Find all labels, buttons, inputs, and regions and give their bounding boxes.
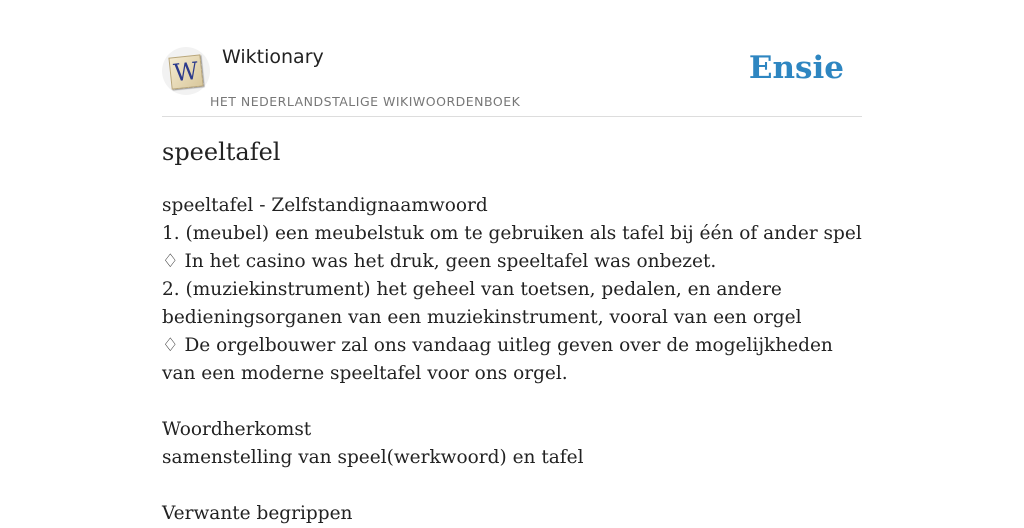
ensie-brand-link[interactable]: Ensie: [748, 50, 844, 86]
entry-line-wordtype: speeltafel - Zelfstandignaamwoord: [162, 195, 488, 216]
entry-line-example-2: ♢ De orgelbouwer zal ons vandaag uitleg geven over de mogelijkheden van een moderne speeltafel voor ons orgel.: [162, 335, 833, 384]
wiktionary-logo[interactable]: [162, 47, 210, 95]
entry-line-etymology: samenstelling van speel(werkwoord) en tafel: [162, 447, 584, 468]
logo-tile-icon: W: [168, 54, 203, 89]
entry-line-blank: [162, 388, 862, 416]
entry-line-related-heading: Verwante begrippen: [162, 503, 353, 524]
site-header: [162, 0, 862, 117]
entry-line-blank: [162, 472, 862, 500]
page-title: speeltafel: [162, 138, 281, 166]
site-name[interactable]: Wiktionary: [222, 46, 324, 68]
entry-line-etymology-heading: Woordherkomst: [162, 419, 312, 440]
entry-line-example-1: ♢ In het casino was het druk, geen speeltafel was onbezet.: [162, 251, 717, 272]
page: [162, 0, 862, 524]
site-tagline: HET NEDERLANDSTALIGE WIKIWOORDENBOEK: [210, 94, 521, 109]
entry-line-definition-1: 1. (meubel) een meubelstuk om te gebruiken als tafel bij één of ander spel: [162, 223, 862, 244]
entry-line-definition-2: 2. (muziekinstrument) het geheel van toetsen, pedalen, en andere bedieningsorganen van een muziekinstrument, vooral van een orgel: [162, 279, 802, 328]
entry-content: [162, 192, 862, 528]
